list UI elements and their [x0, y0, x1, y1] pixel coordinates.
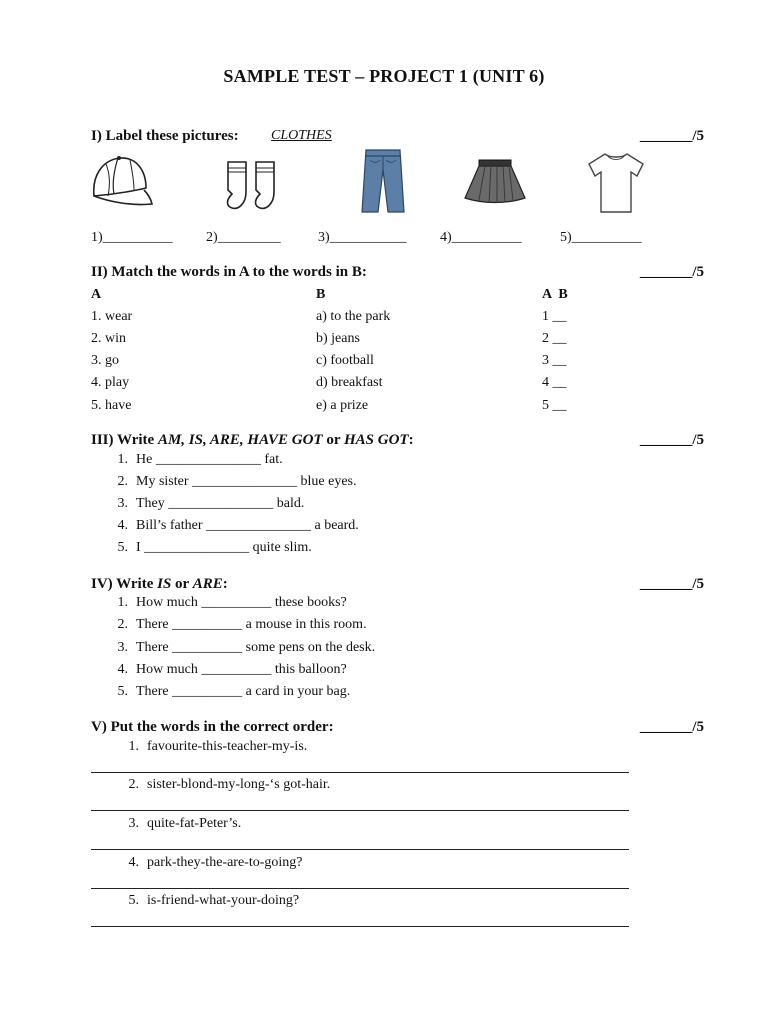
section3-item-1[interactable]: 1. He _______________ fat.: [117, 452, 283, 467]
section4-item-2[interactable]: 2. There __________ a mouse in this room.: [117, 617, 367, 632]
section4-item-1[interactable]: 1. How much __________ these books?: [117, 595, 347, 610]
match-b-2: b) jeans: [316, 331, 360, 346]
match-b-1: a) to the park: [316, 309, 391, 324]
section5-answer-line-3[interactable]: [91, 849, 629, 850]
match-answer-1[interactable]: 1 __: [542, 309, 567, 324]
page-title: SAMPLE TEST – PROJECT 1 (UNIT 6): [223, 66, 545, 86]
section5-item-2: 2. sister-blond-my-long-‘s got-hair.: [128, 777, 331, 792]
answer-column-header: A B: [542, 287, 568, 302]
section3-item-4[interactable]: 4. Bill’s father _______________ a beard.: [117, 518, 359, 533]
section1-score: _______/5: [639, 128, 704, 144]
section4-item-3[interactable]: 3. There __________ some pens on the desk.: [117, 640, 376, 655]
section5-answer-line-5[interactable]: [91, 926, 629, 927]
section4-heading: IV) Write IS or ARE:: [91, 576, 228, 592]
section5-item-5: 5. is-friend-what-your-doing?: [128, 893, 300, 908]
jeans-icon: [360, 148, 406, 214]
picture-blank-4[interactable]: 4)__________: [440, 230, 522, 245]
match-answer-3[interactable]: 3 __: [542, 353, 567, 368]
match-a-5: 5. have: [91, 398, 132, 413]
section5-score: _______/5: [639, 719, 704, 735]
section5-item-4: 4. park-they-the-are-to-going?: [128, 855, 303, 870]
section1-category: CLOTHES: [271, 128, 332, 143]
match-answer-2[interactable]: 2 __: [542, 331, 567, 346]
tshirt-icon: [587, 150, 645, 214]
section2-heading: II) Match the words in A to the words in B:: [91, 264, 367, 280]
section3-score: _______/5: [639, 432, 704, 448]
picture-blank-5[interactable]: 5)__________: [560, 230, 642, 245]
section3-item-2[interactable]: 2. My sister _______________ blue eyes.: [117, 474, 357, 489]
picture-blank-2[interactable]: 2)_________: [206, 230, 281, 245]
column-a-header: A: [91, 287, 102, 302]
section1-heading: I) Label these pictures:: [91, 128, 239, 144]
picture-blank-3[interactable]: 3)___________: [318, 230, 407, 245]
match-b-4: d) breakfast: [316, 375, 383, 390]
picture-blank-1[interactable]: 1)__________: [91, 230, 173, 245]
skirt-icon: [463, 158, 527, 204]
section4-item-4[interactable]: 4. How much __________ this balloon?: [117, 662, 347, 677]
section5-item-3: 3. quite-fat-Peter’s.: [128, 816, 242, 831]
match-a-3: 3. go: [91, 353, 119, 368]
section5-item-1: 1. favourite-this-teacher-my-is.: [128, 739, 308, 754]
column-b-header: B: [316, 287, 326, 302]
section3-heading: III) Write AM, IS, ARE, HAVE GOT or HAS GOT:: [91, 432, 414, 448]
match-a-2: 2. win: [91, 331, 126, 346]
match-answer-5[interactable]: 5 __: [542, 398, 567, 413]
cap-icon: [88, 150, 156, 214]
socks-icon: [222, 158, 284, 214]
match-b-5: e) a prize: [316, 398, 369, 413]
match-b-3: c) football: [316, 353, 374, 368]
match-answer-4[interactable]: 4 __: [542, 375, 567, 390]
section5-answer-line-1[interactable]: [91, 772, 629, 773]
section5-answer-line-2[interactable]: [91, 810, 629, 811]
section4-item-5[interactable]: 5. There __________ a card in your bag.: [117, 684, 351, 699]
section4-score: _______/5: [639, 576, 704, 592]
section5-heading: V) Put the words in the correct order:: [91, 719, 334, 735]
section3-item-5[interactable]: 5. I _______________ quite slim.: [117, 540, 312, 555]
match-a-1: 1. wear: [91, 309, 133, 324]
section5-answer-line-4[interactable]: [91, 888, 629, 889]
section2-score: _______/5: [639, 264, 704, 280]
section3-item-3[interactable]: 3. They _______________ bald.: [117, 496, 305, 511]
match-a-4: 4. play: [91, 375, 130, 390]
